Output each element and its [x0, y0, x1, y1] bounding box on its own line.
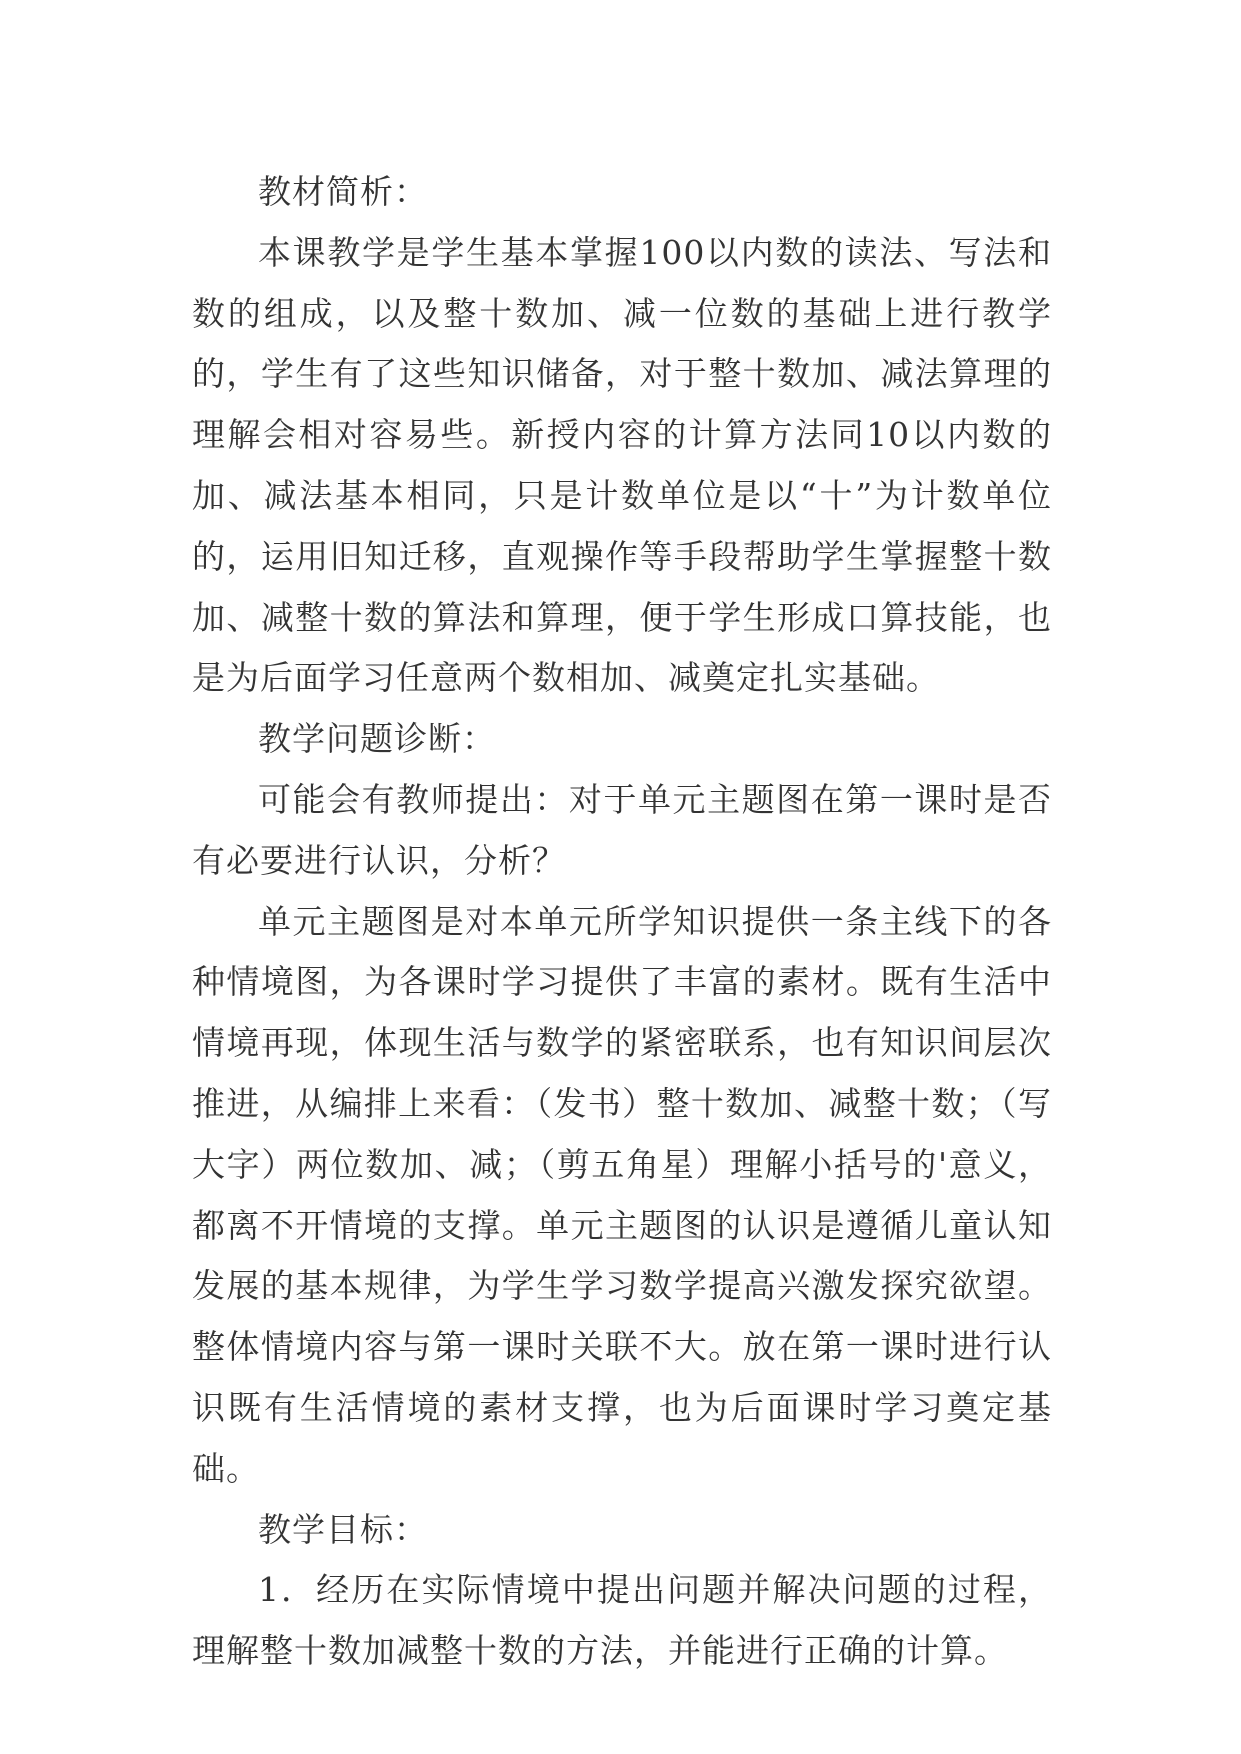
section-heading-teaching-goals: 教学目标： — [258, 1509, 428, 1549]
paragraph-unit-theme-analysis: 单元主题图是对本单元所学知识提供一条主线下的各种情境图，为各课时学习提供了丰富的素材。既有生活中情境再现，体现生活与数学的紧密联系，也有知识间层次推进，从编排上来看：（发书）整十数加、减整十数；（写大字）两位数加、减；（剪五角星）理解小括号的'意义，都离不开情境的支撑。单元主题图的认识是遵循儿童认知发展的基本规律，为学生学习数学提高兴激发探究欲望。整体情境内容与第一课时关联不大。放在第一课时进行认识既有生活情境的素材支撑，也为后面课时学习奠定基础。 — [192, 901, 1052, 1488]
paragraph-goal-1: 1．经历在实际情境中提出问题并解决问题的过程，理解整十数加减整十数的方法，并能进行正确的计算。 — [192, 1570, 1052, 1671]
paragraph-textbook-analysis: 本课教学是学生基本掌握100以内数的读法、写法和数的组成，以及整十数加、减一位数的基础上进行教学的，学生有了这些知识储备，对于整十数加、减法算理的理解会相对容易些。新授内容的计算方法同10以内数的加、减法基本相同，只是计数单位是以“十”为计数单位的，运用旧知迁移，直观操作等手段帮助学生掌握整十数加、减整十数的算法和算理，便于学生形成口算技能，也是为后面学习任意两个数相加、减奠定扎实基础。 — [192, 232, 1052, 698]
section-heading-textbook-analysis: 教材简析： — [258, 172, 428, 211]
document-body — [192, 162, 1052, 1682]
section-heading-problem-diagnosis: 教学问题诊断： — [258, 719, 496, 759]
paragraph-teacher-question: 可能会有教师提出：对于单元主题图在第一课时是否有必要进行认识，分析？ — [192, 779, 1052, 880]
